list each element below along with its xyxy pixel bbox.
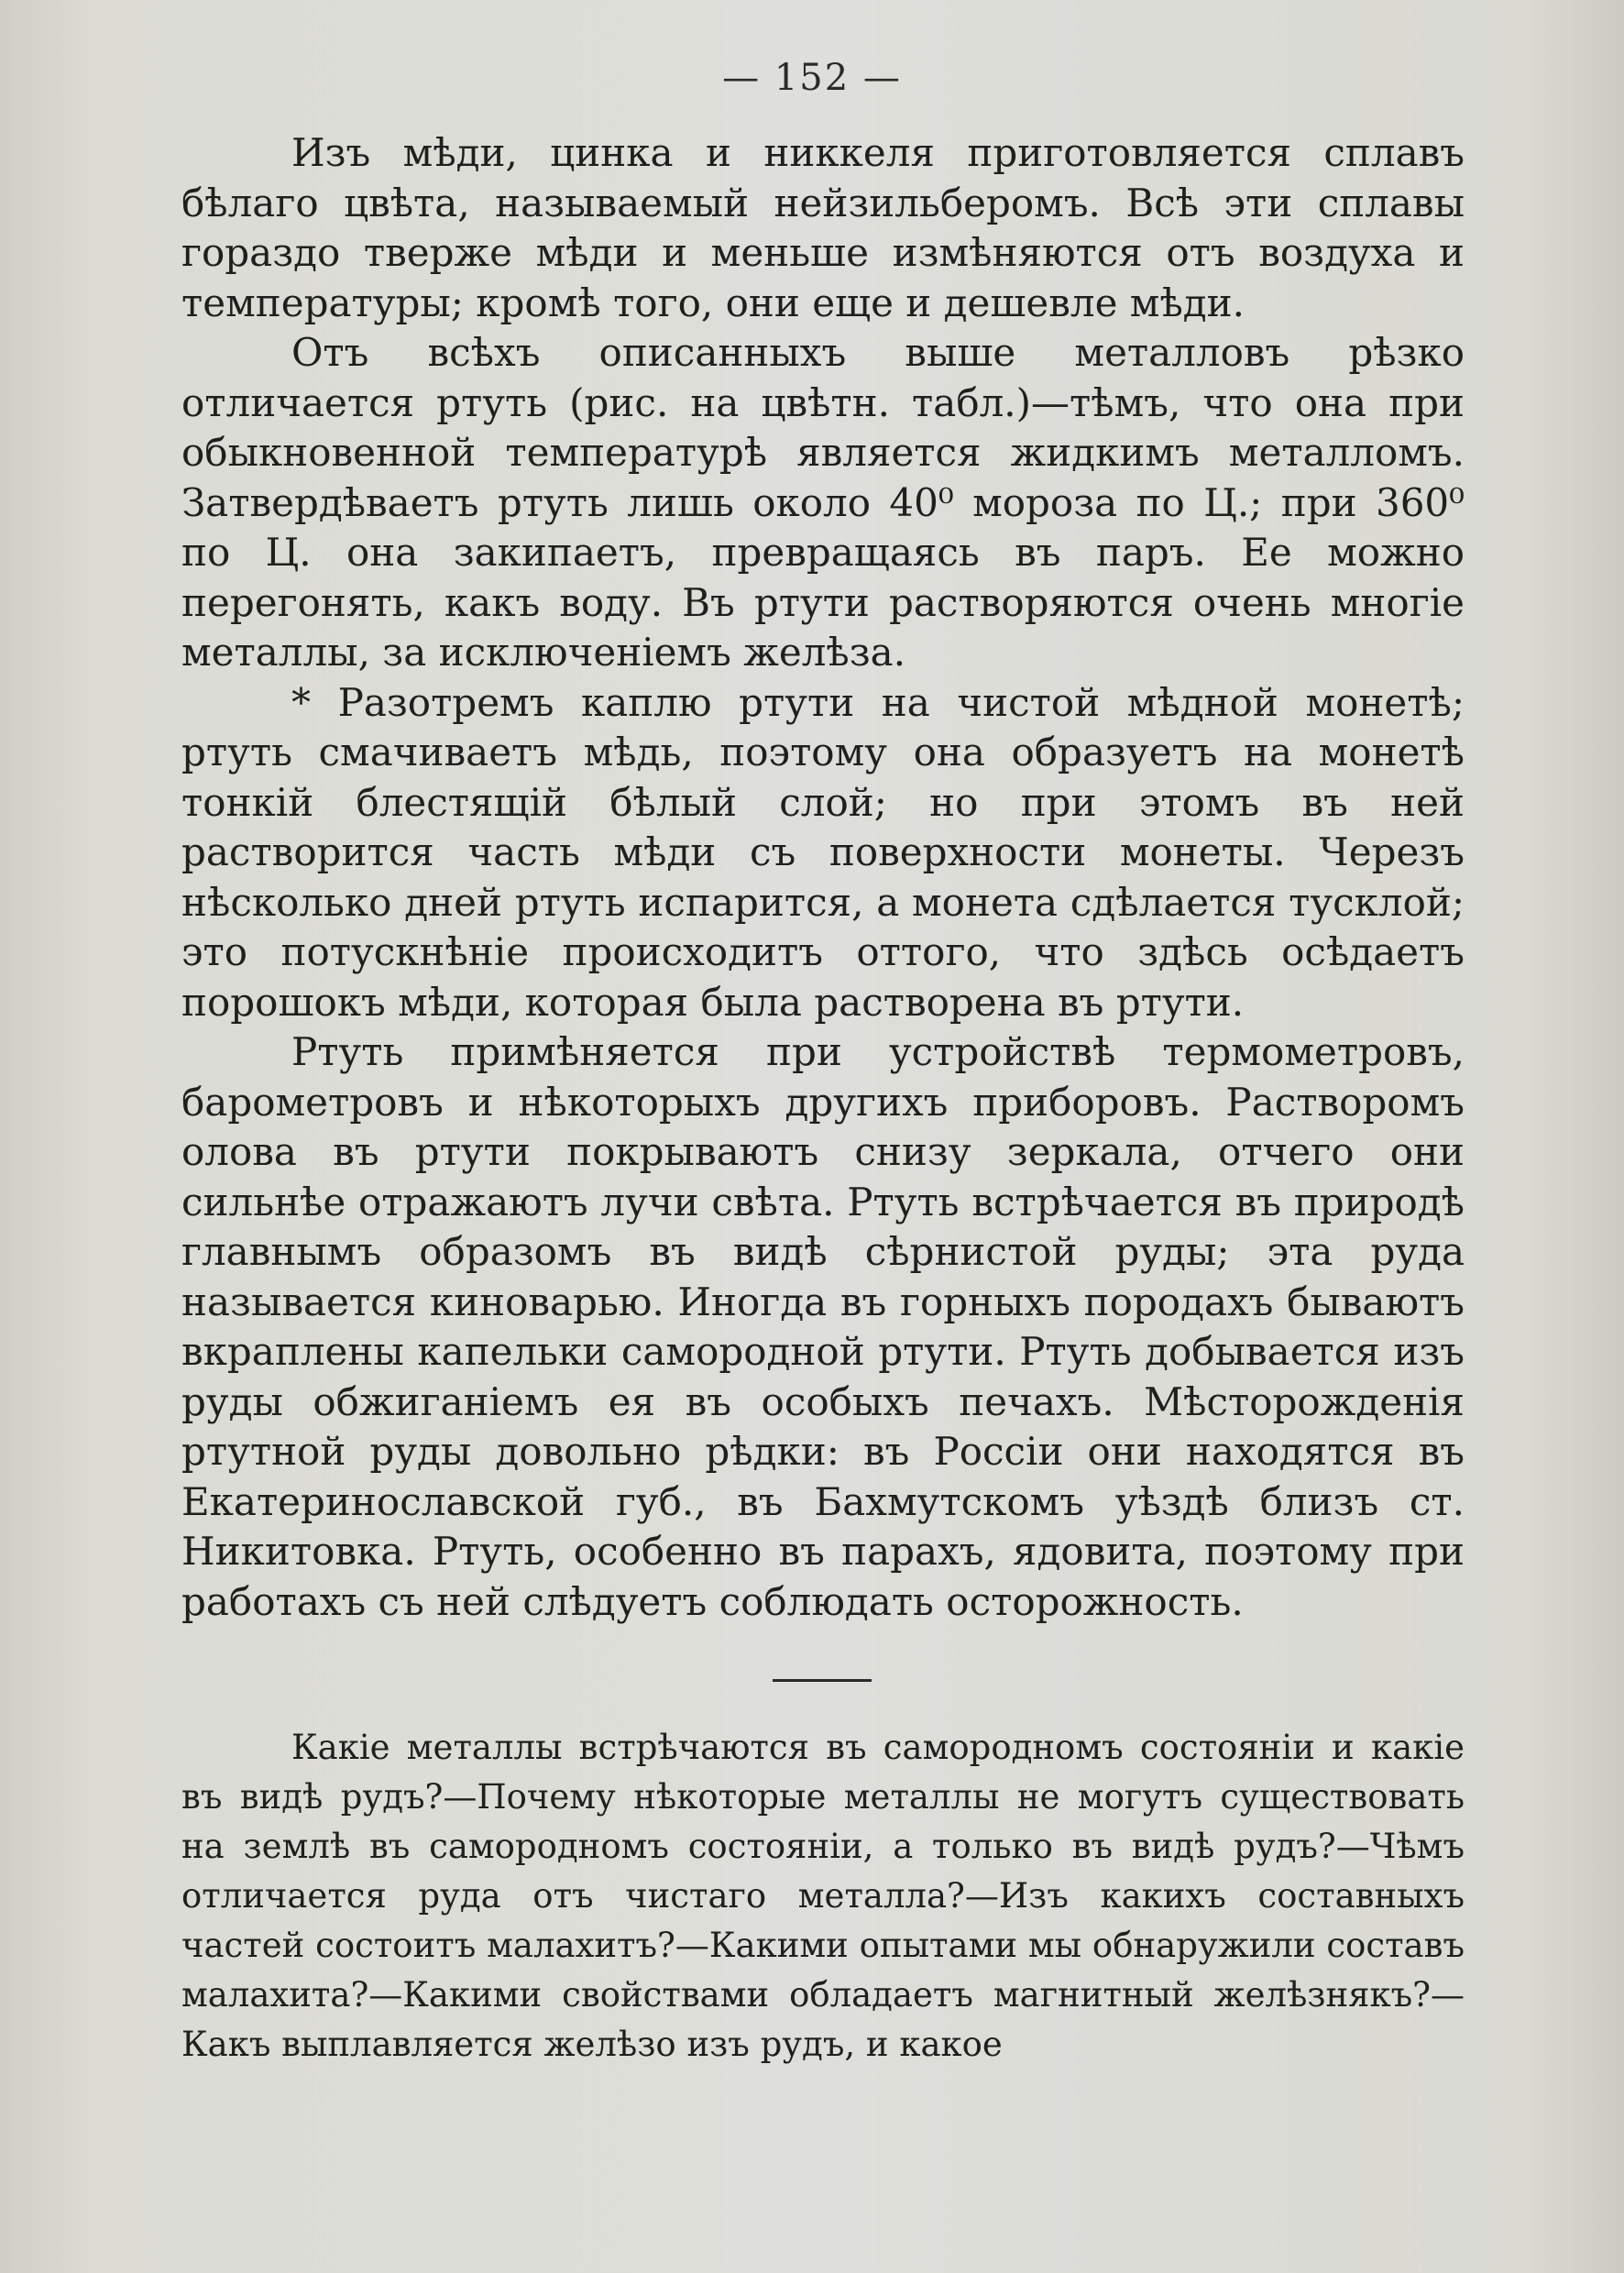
section-divider [773, 1679, 872, 1682]
paragraph-alloys: Изъ мѣди, цинка и никкеля приготовляется сплавъ бѣлаго цвѣта, называемый нейзильберомъ. Всѣ эти сплавы гораздо тверже мѣди и меньше измѣняются отъ воздуха и температуры; кромѣ того, они еще и дешевле мѣди. [181, 130, 1465, 325]
review-questions [181, 1723, 1465, 2070]
main-text [181, 128, 1465, 1627]
paragraph-mercury-properties: Отъ всѣхъ описанныхъ выше металловъ рѣзко отличается ртуть (рис. на цвѣтн. табл.)—тѣмъ, что она при обыкновенной температурѣ является жидкимъ металломъ. Затвердѣваетъ ртуть лишь около 40⁰ мороза по Ц.; при 360⁰ по Ц. она закипаетъ, превращаясь въ паръ. Ее можно перегонять, какъ воду. Въ ртути растворяются очень многіе металлы, за исключеніемъ желѣза. [181, 330, 1465, 675]
paragraph-mercury-uses: Ртуть примѣняется при устройствѣ термометровъ, барометровъ и нѣкоторыхъ другихъ приборовъ. Растворомъ олова въ ртути покрываютъ снизу зеркала, отчего они сильнѣе отражаютъ лучи свѣта. Ртуть встрѣчается въ природѣ главнымъ образомъ въ видѣ сѣрнистой руды; эта руда называется киноварью. Иногда въ горныхъ породахъ бываютъ вкраплены капельки самородной ртути. Ртуть добывается изъ руды обжиганіемъ ея въ особыхъ печахъ. Мѣсторожденія ртутной руды довольно рѣдки: въ Россіи они находятся въ Екатеринославской губ., въ Бахмутскомъ уѣздѣ близъ ст. Никитовка. Ртуть, особенно въ парахъ, ядовита, поэтому при работахъ съ ней слѣдуетъ соблюдать осторожность. [181, 1029, 1465, 1624]
page-number: — 152 — [722, 57, 902, 99]
questions-text: Какіе металлы встрѣчаются въ самородномъ состояніи и какіе въ видѣ рудъ?—Почему нѣкоторые металлы не могутъ существовать на землѣ въ самородномъ состояніи, а только въ видѣ рудъ?—Чѣмъ отличается руда отъ чистаго металла?—Изъ какихъ составныхъ частей состоитъ малахитъ?—Какими опытами мы обнаружили составъ малахита?—Какими свойствами обладаетъ магнитный желѣзнякъ?—Какъ выплавляется желѣзо изъ рудъ, и какое [181, 1728, 1465, 2064]
paragraph-mercury-experiment: * Разотремъ каплю ртути на чистой мѣдной монетѣ; ртуть смачиваетъ мѣдь, поэтому она образуетъ на монетѣ тонкій блестящій бѣлый слой; но при этомъ въ ней растворится часть мѣди съ поверхности монеты. Черезъ нѣсколько дней ртуть испарится, а монета сдѣлается тусклой; это потускнѣніе происходитъ оттого, что здѣсь осѣдаетъ порошокъ мѣди, которая была растворена въ ртути. [181, 679, 1465, 1025]
